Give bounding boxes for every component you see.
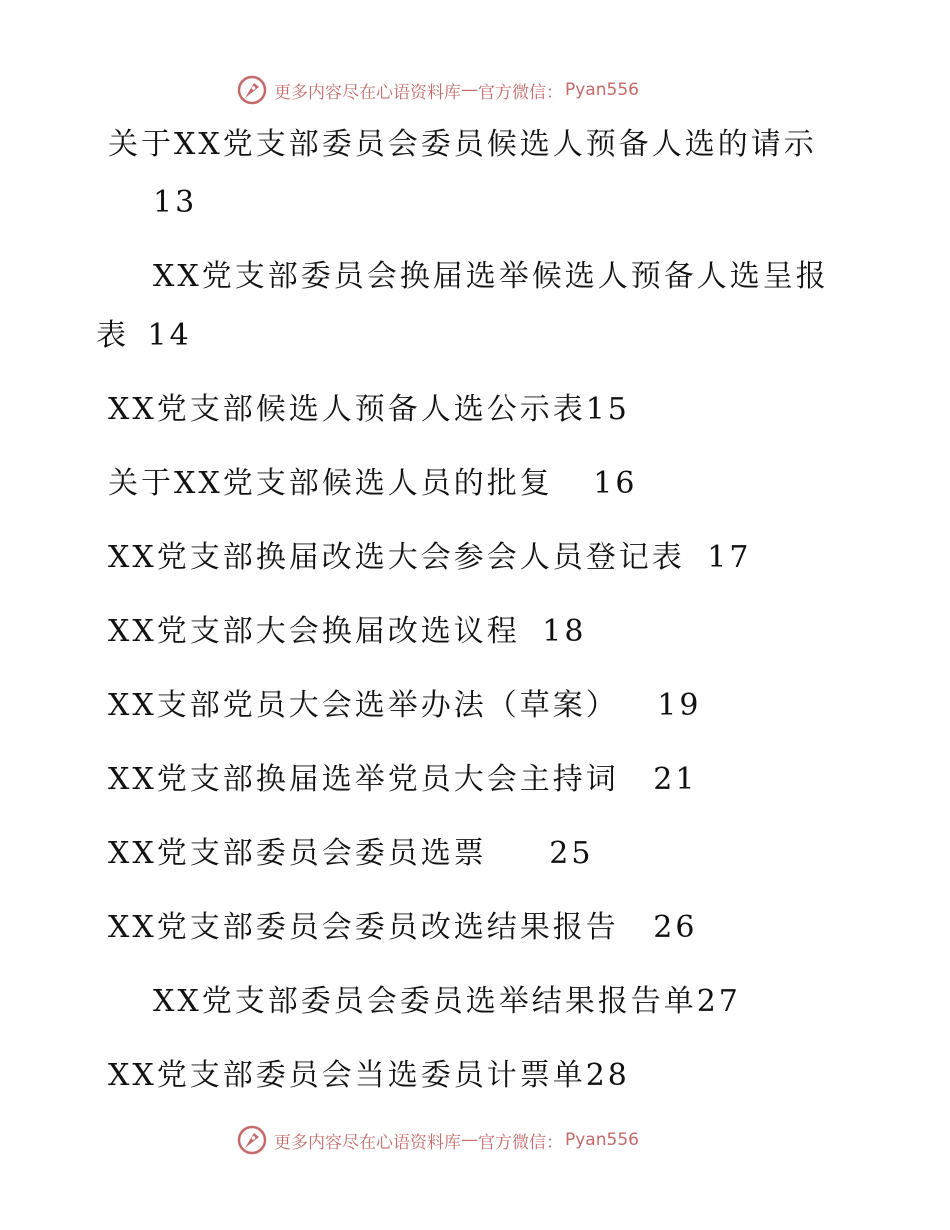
watermark-official-label: 官方微信： — [478, 1132, 563, 1153]
toc-entry-page: 19 — [657, 688, 702, 723]
watermark-header — [236, 73, 639, 107]
toc-entry-title: XX党支部委员会委员选举结果报告单 — [153, 984, 697, 1019]
toc-entry-page: 27 — [696, 984, 741, 1019]
toc-entry-page: 14 — [147, 318, 192, 353]
toc-entry-title: XX支部党员大会选举办法（草案） — [108, 688, 619, 723]
pen-nib-logo-icon — [236, 74, 268, 106]
watermark-account: Pyan556 — [565, 80, 639, 100]
toc-entry-title: XX党支部换届改选大会参会人员登记表 — [108, 540, 685, 575]
toc-entry-page: 21 — [653, 762, 698, 797]
toc-entry-page: 16 — [593, 466, 638, 501]
watermark-official-label: 官方微信： — [478, 82, 563, 103]
toc-entry-title-continuation: 表 — [96, 318, 129, 353]
toc-entry-page: 17 — [707, 540, 752, 575]
toc-entry-title: XX党支部委员会换届选举候选人预备人选呈报 — [153, 259, 829, 294]
toc-entry — [108, 910, 697, 946]
toc-entry-page: 28 — [585, 1058, 630, 1093]
toc-entry-title: XX党支部大会换届改选议程 — [108, 614, 520, 649]
watermark-separator: — — [461, 80, 478, 100]
watermark-main-text: 更多内容尽在心语资料库 — [274, 1132, 461, 1153]
toc-entry-page-line — [153, 185, 197, 221]
toc-entry-title: XX党支部委员会当选委员计票单 — [108, 1058, 586, 1093]
toc-entry — [108, 466, 637, 502]
toc-entry — [108, 614, 586, 650]
toc-entry — [153, 984, 741, 1020]
toc-entry — [108, 1058, 630, 1094]
toc-entry-page: 18 — [542, 614, 587, 649]
watermark-main-text: 更多内容尽在心语资料库 — [274, 82, 461, 103]
watermark-footer — [236, 1123, 639, 1157]
toc-entry — [108, 688, 701, 724]
toc-entry-title: 关于XX党支部委员会委员候选人预备人选的请示 — [108, 127, 817, 162]
toc-entry — [108, 540, 751, 576]
toc-entry-title: XX党支部候选人预备人选公示表 — [108, 392, 586, 427]
toc-entry-title: XX党支部委员会委员改选结果报告 — [108, 910, 619, 945]
toc-entry-page: 26 — [653, 910, 698, 945]
toc-entry-page: 13 — [153, 185, 198, 220]
toc-entry-title: XX党支部委员会委员选票 — [108, 836, 487, 871]
toc-entry-title: 关于XX党支部候选人员的批复 — [108, 466, 553, 501]
toc-entry — [153, 259, 829, 295]
toc-entry-continuation — [96, 318, 192, 354]
watermark-separator: — — [461, 1130, 478, 1150]
toc-entry — [108, 762, 697, 798]
watermark-account: Pyan556 — [565, 1130, 639, 1150]
pen-nib-logo-icon — [236, 1124, 268, 1156]
toc-entry-title: XX党支部换届选举党员大会主持词 — [108, 762, 619, 797]
toc-entry-page: 25 — [549, 836, 594, 871]
toc-entry — [108, 127, 817, 163]
toc-entry — [108, 836, 593, 872]
toc-entry-page: 15 — [585, 392, 630, 427]
toc-entry — [108, 392, 630, 428]
